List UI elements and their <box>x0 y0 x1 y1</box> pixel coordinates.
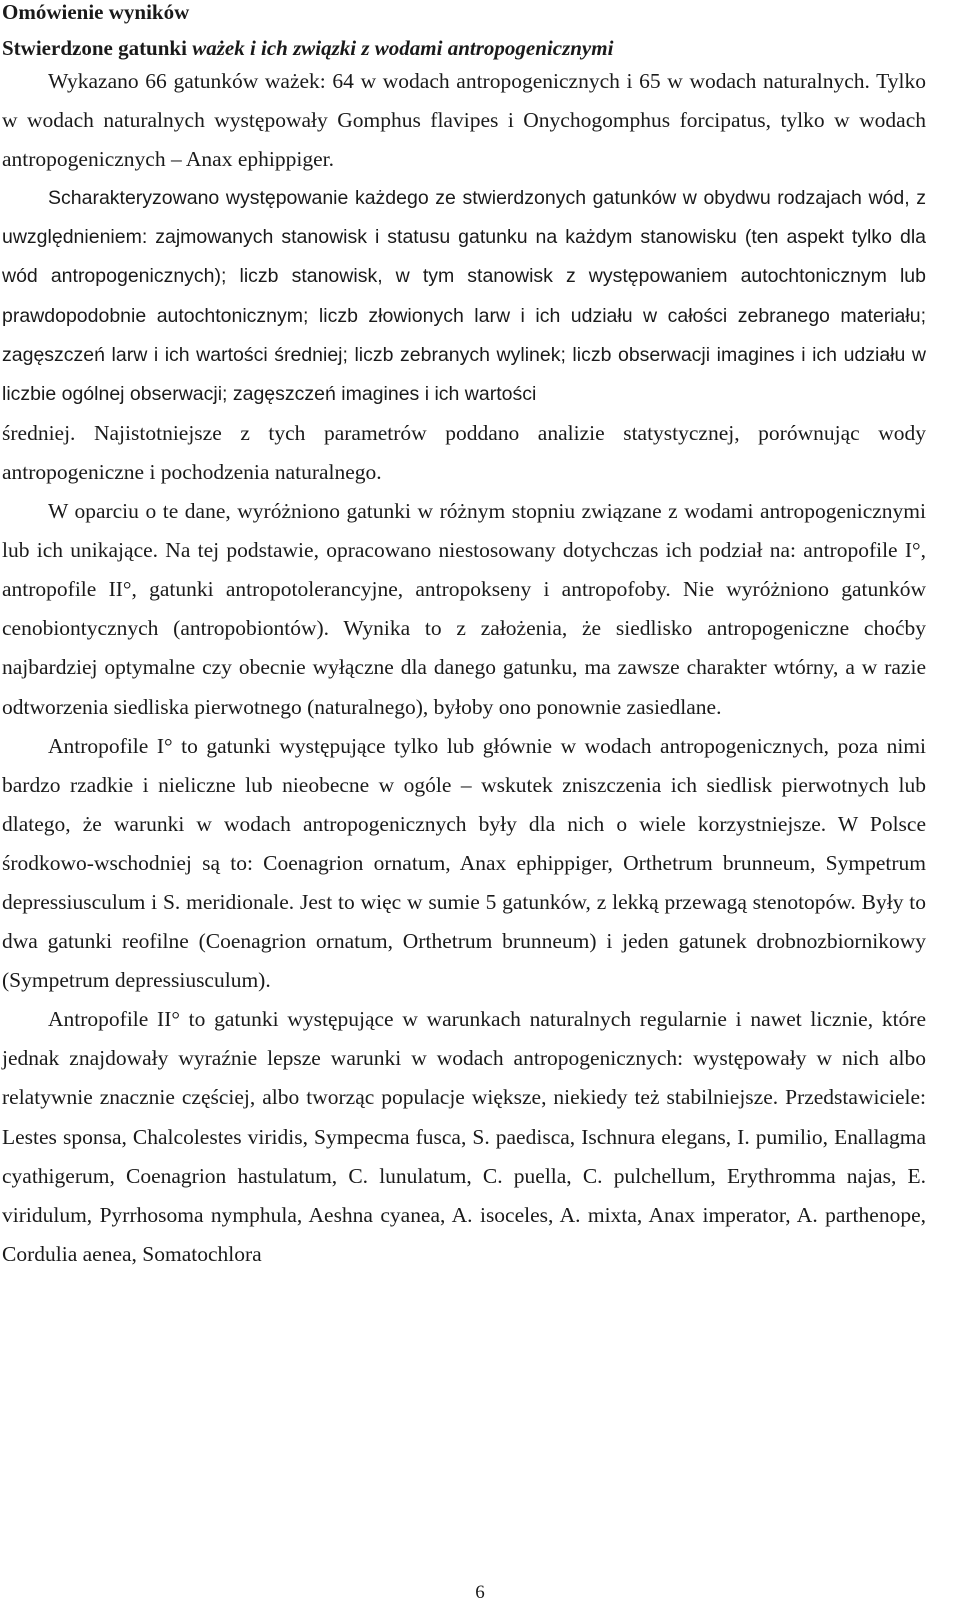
page-number: 6 <box>475 1582 485 1603</box>
subsection-title-start: Stwierdzone gatunki <box>2 36 193 60</box>
paragraph-anthropophiles-first: Antropofile I° to gatunki występujące tylko lub głównie w wodach antropogenicznych, poza nimi bardzo rzadkie i nieliczne lub nieobecne w ogóle – wskutek zniszczenia ich siedlisk pierwotnych lub dlatego, że warunki w wodach antropogenicznych były dla nich o wiele korzystniejsze. W Polsce środkowo-wschodniej są to: Coenagrion ornatum, Anax ephippiger, Orthetrum brunneum, Sympetrum depressiusculum i S. meridionale. Jest to więc w sumie 5 gatunków, z lekką przewagą stenotopów. Były to dwa gatunki reofilne (Coenagrion ornatum, Orthetrum brunneum) i jeden gatunek drobnozbiornikowy (Sympetrum depressiusculum). <box>2 733 926 993</box>
paragraph-species-count: Wykazano 66 gatunków ważek: 64 w wodach antropogenicznych i 65 w wodach naturalnych. Tylko w wodach naturalnych występowały Gomphus flavipes i Onychogomphus forcipatus, tylko w wodach antropogenicznych – Anax ephippiger. <box>2 69 926 172</box>
paragraph-classification: W oparciu o te dane, wyróżniono gatunki w różnym stopniu związane z wodami antropogenicznymi lub ich unikające. Na tej podstawie, opracowano niestosowany dotychczas ich podział na: antropofile I°, antropofile II°, gatunki antropotolerancyjne, antropokseny i antropofoby. Nie wyróżniono gatunków cenobiontycznych (antropobiontów). Wynika to z założenia, że siedlisko antropogeniczne choćby najbardziej optymalne czy obecnie wyłączne dla danego gatunku, ma zawsze charakter wtórny, a w razie odtworzenia siedliska pierwotnego (naturalnego), byłoby ono ponownie zasiedlane. <box>2 499 926 719</box>
subsection-title <box>2 36 926 61</box>
paragraph-characterization: Scharakteryzowano występowanie każdego ze stwierdzonych gatunków w obydwu rodzajach wód, z uwzględnieniem: zajmowanych stanowisk i statusu gatunku na każdym stanowisku (ten aspekt tylko dla wód antropogenicznych); liczb stanowisk, w tym stanowisk z występowaniem autochtonicznym lub prawdopodobnie autochtonicznym; liczb złowionych larw i ich udziału w całości zebranego materiału; zagęszczeń larw i ich wartości średniej; liczb zebranych wylinek; liczb obserwacji imagines i ich udziału w liczbie ogólnej obserwacji; zagęszczeń imagines i ich wartości <box>2 187 926 405</box>
subsection-title-italic: ważek i ich związki z wodami antropogenicznymi <box>192 36 614 60</box>
paragraph-anthropophiles-second: Antropofile II° to gatunki występujące w warunkach naturalnych regularnie i nawet licznie, które jednak znajdowały wyraźnie lepsze warunki w wodach antropogenicznych: występowały w nich albo relatywnie znacznie częściej, albo tworząc populacje większe, niekiedy też stabilniejsze. Przedstawiciele: Lestes sponsa, Chalcolestes viridis, Sympecma fusca, S. paedisca, Ischnura elegans, I. pumilio, Enallagma cyathigerum, Coenagrion hastulatum, C. lunulatum, C. puella, C. pulchellum, Erythromma najas, E. viridulum, Pyrrhosoma nymphula, Aeshna cyanea, A. isoceles, A. mixta, Anax imperator, A. parthenope, Cordulia aenea, Somatochlora <box>2 1007 926 1266</box>
section-title: Omówienie wyników <box>2 0 190 24</box>
paragraph-characterization-end: średniej. Najistotniejsze z tych parametrów poddano analizie statystycznej, porównując wody antropogeniczne i pochodzenia naturalnego. <box>2 420 926 484</box>
